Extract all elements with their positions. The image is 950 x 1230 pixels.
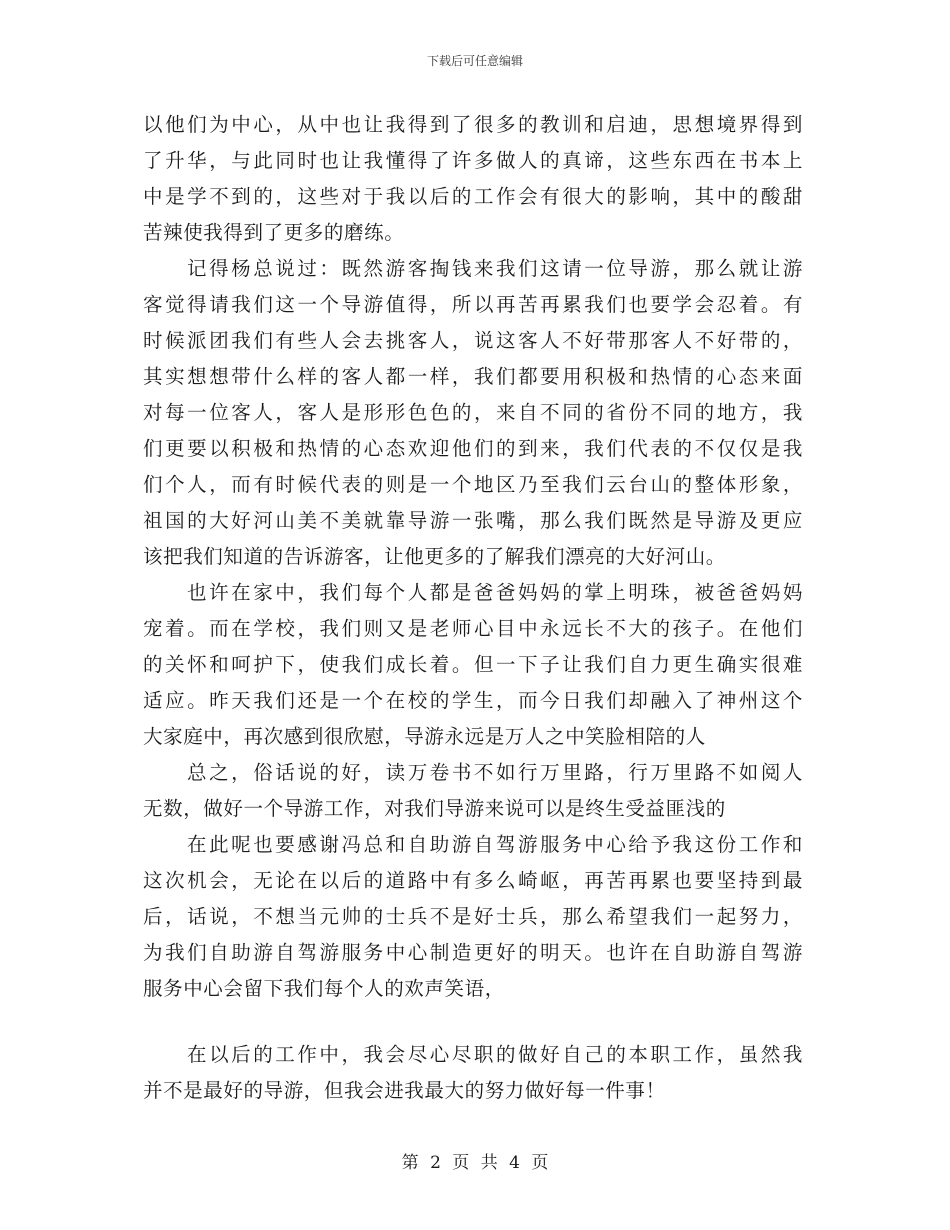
- text-line: 苦辣使我得到了更多的磨练。: [143, 221, 405, 244]
- text-line: 中是学不到的，这些对于我以后的工作会有很大的影响，其中的酸甜: [143, 185, 803, 208]
- text-line: 时候派团我们有些人会去挑客人，说这客人不好带那客人不好带的，: [143, 329, 803, 352]
- text-line: 客觉得请我们这一个导游值得，所以再苦再累我们也要学会忍着。有: [143, 293, 803, 316]
- page-header: 下载后可任意编辑: [426, 54, 523, 68]
- text-line: 总之，俗话说的好，读万卷书不如行万里路，行万里路不如阅人: [187, 761, 803, 784]
- text-line: 大家庭中，再次感到很欣慰，导游永远是万人之中笑脸相陪的人: [143, 725, 706, 748]
- text-line: 服务中心会留下我们每个人的欢声笑语，: [143, 977, 505, 1000]
- text-line: 也许在家中，我们每个人都是爸爸妈妈的掌上明珠，被爸爸妈妈: [187, 581, 803, 604]
- text-line: 该把我们知道的告诉游客，让他更多的了解我们漂亮的大好河山。: [143, 545, 726, 568]
- text-line: 在以后的工作中，我会尽心尽职的做好自己的本职工作，虽然我: [187, 1043, 803, 1066]
- text-line: 们更要以积极和热情的心态欢迎他们的到来，我们代表的不仅仅是我: [143, 437, 803, 460]
- text-line: 了升华，与此同时也让我懂得了许多做人的真谛，这些东西在书本上: [143, 149, 803, 172]
- text-line: 祖国的大好河山美不美就靠导游一张嘴，那么我们既然是导游及更应: [143, 509, 803, 532]
- text-line: 在此呢也要感谢冯总和自助游自驾游服务中心给予我这份工作和: [187, 833, 803, 856]
- page-number: 第 2 页 共 4 页: [401, 1153, 549, 1173]
- text-line: 对每一位客人，客人是形形色色的，来自不同的省份不同的地方，我: [143, 401, 803, 424]
- text-line: 其实想想带什么样的客人都一样，我们都要用积极和热情的心态来面: [143, 365, 803, 388]
- text-line: 们个人，而有时候代表的则是一个地区乃至我们云台山的整体形象，: [143, 473, 803, 496]
- text-line: 记得杨总说过：既然游客掏钱来我们这请一位导游，那么就让游: [187, 257, 803, 280]
- text-line: 的关怀和呵护下，使我们成长着。但一下子让我们自力更生确实很难: [143, 653, 803, 676]
- text-line: 后，话说，不想当元帅的士兵不是好士兵，那么希望我们一起努力，: [143, 905, 803, 928]
- text-line: 适应。昨天我们还是一个在校的学生，而今日我们却融入了神州这个: [143, 689, 803, 712]
- text-line: 并不是最好的导游，但我会进我最大的努力做好每一件事！: [143, 1079, 666, 1102]
- text-line: 为我们自助游自驾游服务中心制造更好的明天。也许在自助游自驾游: [143, 941, 803, 964]
- text-line: 以他们为中心，从中也让我得到了很多的教训和启迪，思想境界得到: [143, 113, 803, 136]
- text-line: 无数，做好一个导游工作，对我们导游来说可以是终生受益匪浅的: [143, 797, 726, 820]
- text-line: 宠着。而在学校，我们则又是老师心目中永远长不大的孩子。在他们: [143, 617, 803, 640]
- text-line: 这次机会，无论在以后的道路中有多么崎岖，再苦再累也要坚持到最: [143, 869, 803, 892]
